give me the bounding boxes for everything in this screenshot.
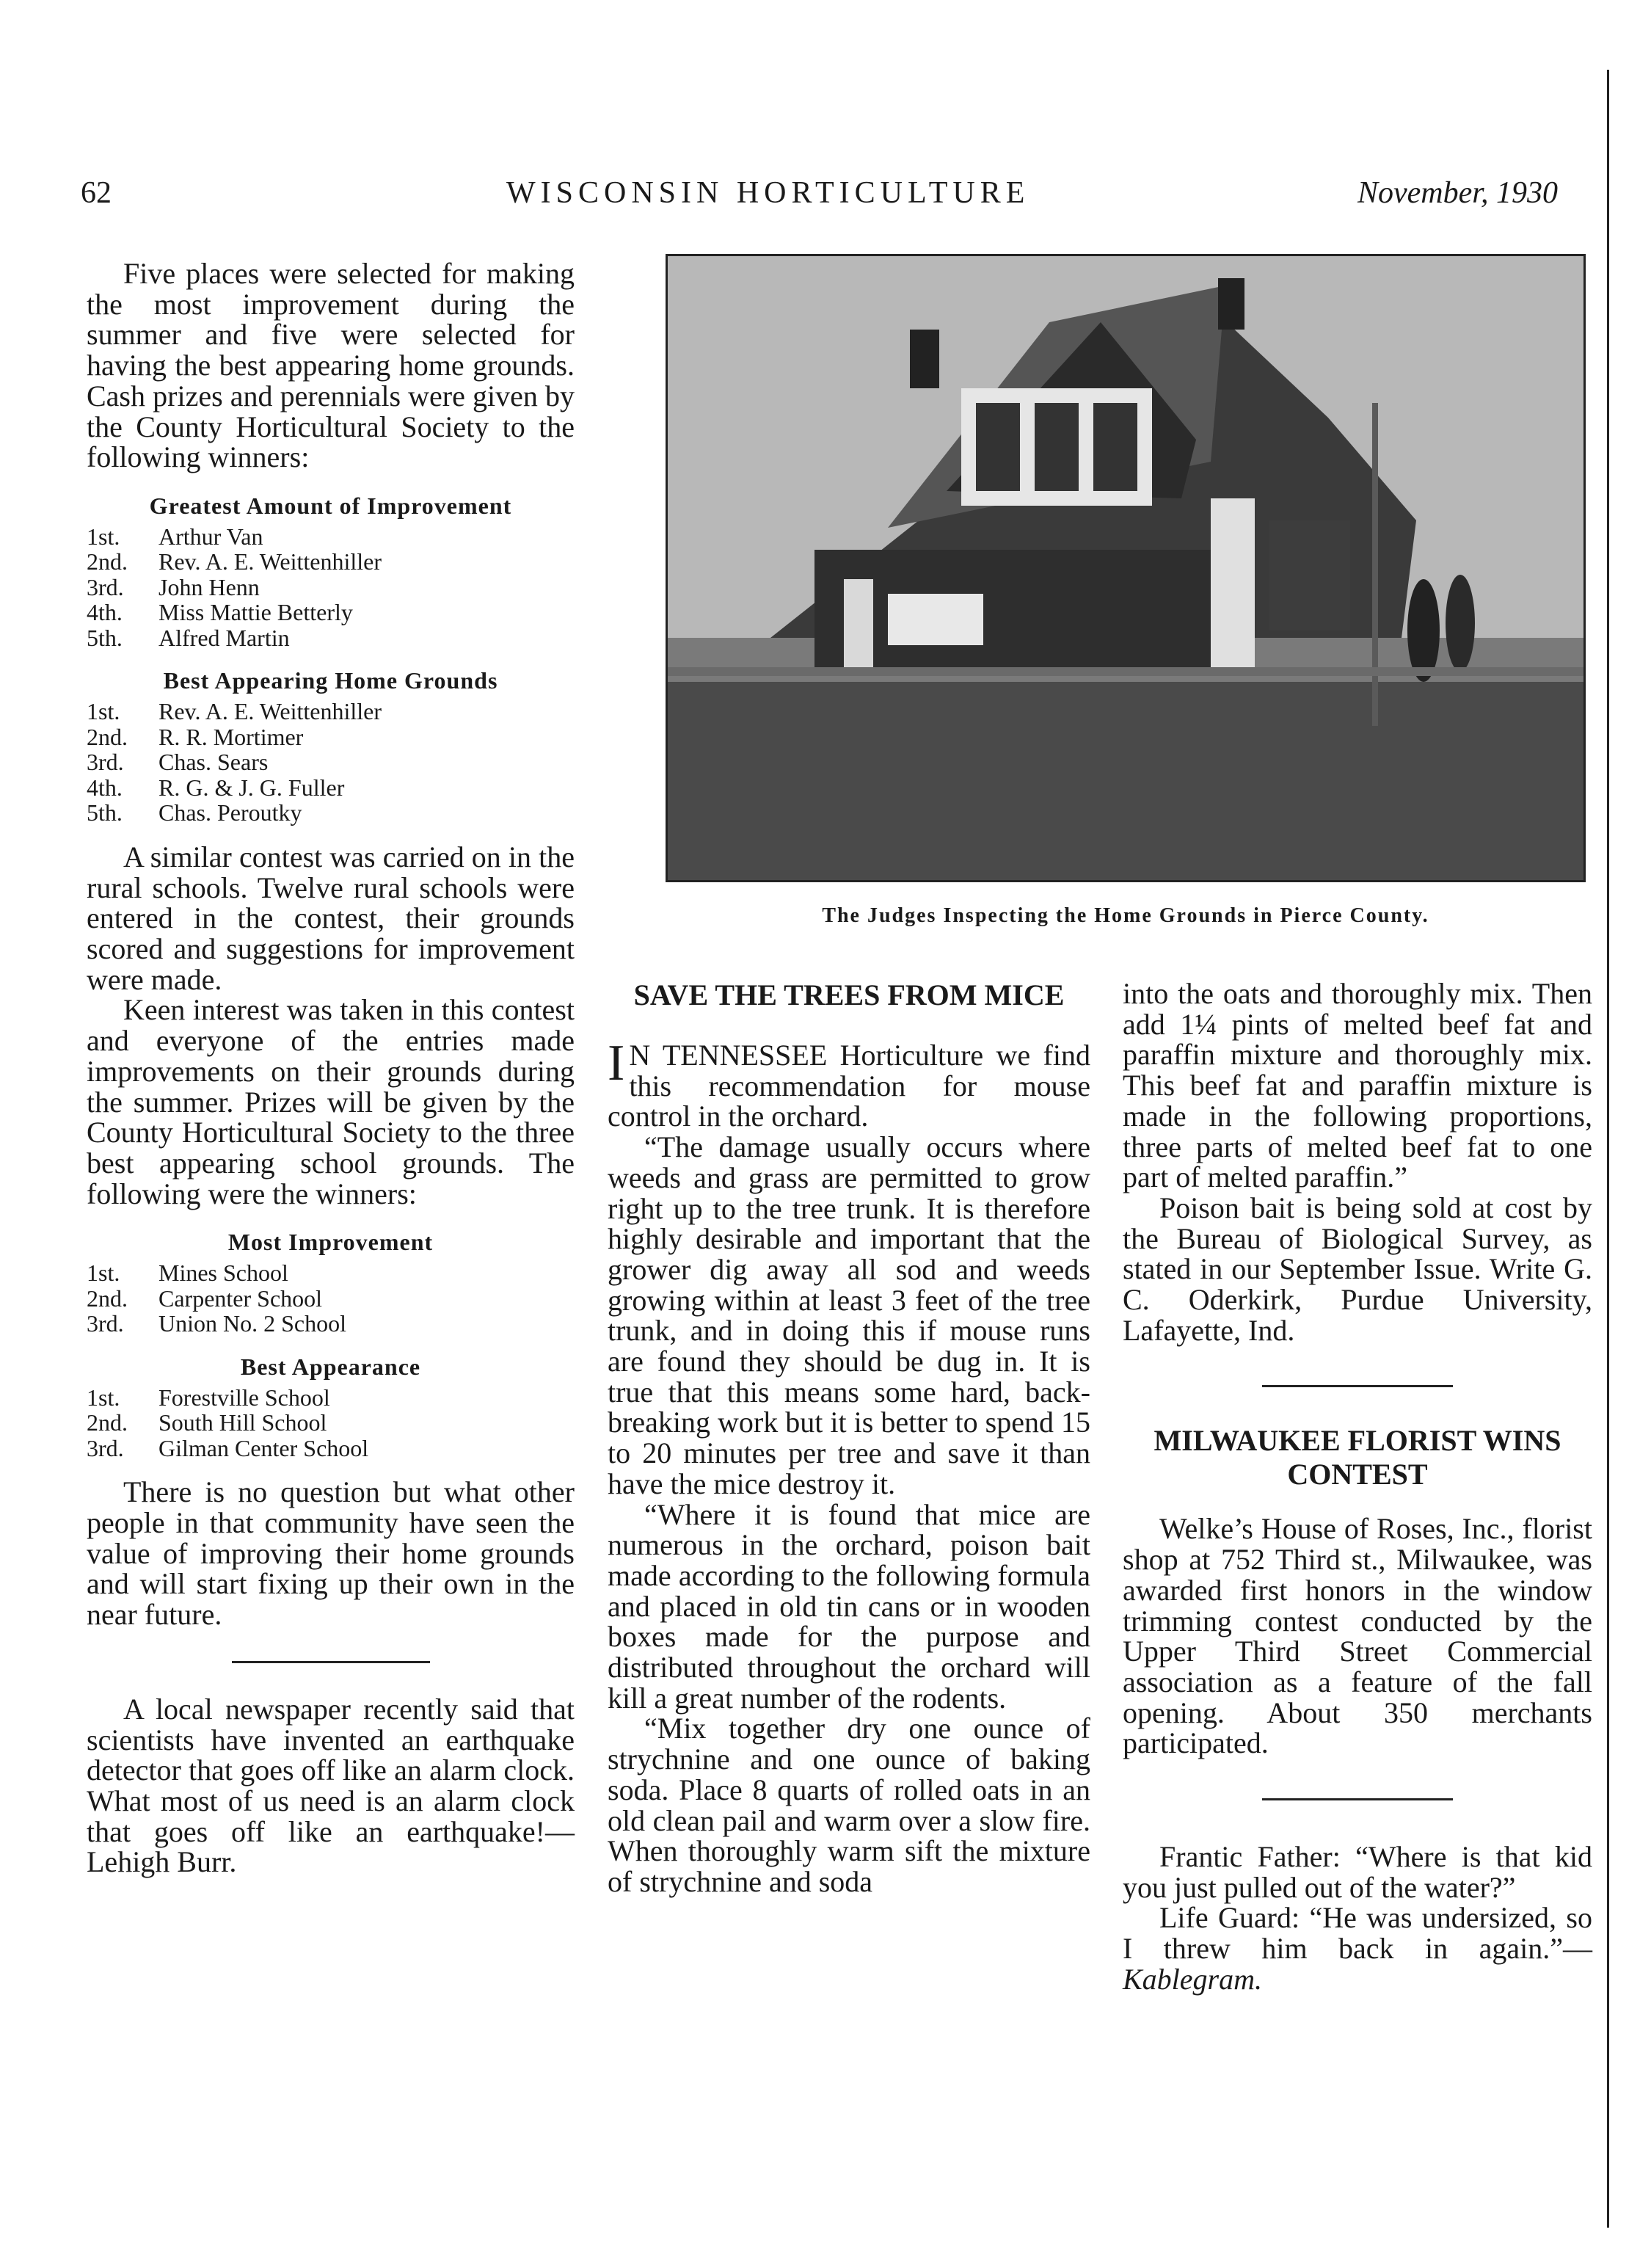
- section-divider: [1262, 1798, 1453, 1800]
- list-item: 5th. Chas. Peroutky: [87, 799, 302, 826]
- column-1: [87, 258, 575, 1878]
- trees-lede: [608, 1035, 1090, 1133]
- improvement-heading: Greatest Amount of Improvement: [149, 492, 512, 519]
- joke-line-2: Life Guard: “He was undersized, so I threw him back in again.”—Kablegram.: [1123, 1901, 1592, 1996]
- list-item: 3rd. Gilman Center School: [87, 1434, 369, 1461]
- list-item: 2nd. Rev. A. E. Weittenhiller: [87, 548, 382, 575]
- list-item: 1st. Forestville School: [87, 1384, 330, 1411]
- florist-article-title: MILWAUKEE FLORIST WINS CONTEST: [1153, 1424, 1561, 1491]
- issue-date: November, 1930: [1357, 176, 1558, 210]
- intro-paragraph: Five places were selected for making the most improvement during the summer and five were selected for having the best appearing home grounds. Cash prizes and perennials were given by the County Horticultural Society to the following winners:: [87, 257, 575, 474]
- list-item: 1st. Rev. A. E. Weittenhiller: [87, 698, 382, 725]
- closing-paragraph: There is no question but what other people in that community have seen the value of improving their home grounds and will start fixing up their own in the near future.: [87, 1475, 575, 1632]
- house-photo-illustration: [668, 256, 1583, 880]
- list-item: 4th. R. G. & J. G. Fuller: [87, 774, 345, 801]
- house-photo: [666, 254, 1586, 882]
- trees-paragraph-2: “The damage usually occurs where weeds and grass are permitted to grow right up to the tree trunk. It is therefore highly desirable and important that the grower dig away all sod and weeds growing within at least 3 feet of the tree trunk, and in doing this if mouse runs are found they should be dug in. It is true that this means some hard, back-breaking work but it is better to spend 15 to 20 minutes per tree and save it than have the mice destroy it.: [608, 1130, 1090, 1500]
- trees-paragraph-5: Poison bait is being sold at cost by the Bureau of Biological Survey, as stated in our September Issue. Write G. C. Oderkirk, Purdue University, Lafayette, Ind.: [1123, 1191, 1592, 1347]
- trees-paragraph-4-continued: into the oats and thoroughly mix. Then add 1¼ pints of melted beef fat and paraffin mixture and thoroughly mix. This beef fat and paraffin mixture is made in the following proportions, three parts of melted beef fat to one part of melted paraffin.”: [1123, 977, 1592, 1194]
- school-appearance-list: [87, 1385, 575, 1461]
- rural-paragraph-1: A similar contest was carried on in the rural schools. Twelve rural schools were entered in the contest, their grounds scored and suggestions for improvement were made.: [87, 840, 575, 996]
- section-divider: [1262, 1385, 1453, 1387]
- column-3: [1123, 978, 1592, 1995]
- column-2: [608, 978, 1090, 1897]
- list-item: 1st. Mines School: [87, 1260, 288, 1287]
- trees-paragraph-1: N TENNESSEE Horticulture we find this recommendation for mouse control in the orchard.: [608, 1039, 1090, 1133]
- joke-line-1: Frantic Father: “Where is that kid you just pulled out of the water?”: [1123, 1840, 1592, 1904]
- joke-source: Kablegram.: [1123, 1962, 1262, 1996]
- list-item: 2nd. South Hill School: [87, 1409, 327, 1436]
- page-number: 62: [81, 176, 112, 210]
- school-appearance-heading: Best Appearance: [240, 1353, 421, 1380]
- list-item: 1st. Arthur Van: [87, 523, 263, 550]
- page-edge-rule: [1607, 70, 1609, 2228]
- list-item: 5th. Alfred Martin: [87, 624, 290, 651]
- school-improvement-heading: Most Improvement: [227, 1229, 434, 1256]
- trees-paragraph-4: “Mix together dry one ounce of strychnine and one ounce of baking soda. Place 8 quarts of rolled oats in an old clean pail and warm over a slow fire. When thoroughly warm sift the mixture of strychnine and soda: [608, 1712, 1090, 1898]
- list-item: 2nd. R. R. Mortimer: [87, 723, 304, 750]
- list-item: 2nd. Carpenter School: [87, 1284, 323, 1312]
- journal-title: WISCONSIN HORTICULTURE: [506, 176, 1030, 210]
- drop-cap: I: [608, 1035, 625, 1091]
- list-item: 4th. Miss Mattie Betterly: [87, 599, 353, 626]
- grounds-list: [87, 699, 575, 826]
- trees-article-title: SAVE THE TREES FROM MICE: [633, 978, 1065, 1011]
- trees-paragraph-3: “Where it is found that mice are numerous in the orchard, poison bait made according to the following formula and placed in old tin cans or in wooden boxes made for the purpose and distributed throughout the orchard will kill a great number of the rodents.: [608, 1497, 1090, 1715]
- grounds-heading: Best Appearing Home Grounds: [163, 667, 498, 694]
- photo-caption: The Judges Inspecting the Home Grounds in Pierce County.: [822, 904, 1429, 927]
- improvement-list: [87, 524, 575, 651]
- section-divider: [232, 1661, 430, 1663]
- list-item: 3rd. John Henn: [87, 573, 260, 600]
- filler-paragraph: A local newspaper recently said that scientists have invented an earthquake detector that goes off like an alarm clock. What most of us need is an alarm clock that goes off like an earthquake!—Lehigh Burr.: [87, 1692, 575, 1879]
- school-improvement-list: [87, 1260, 575, 1337]
- florist-paragraph: Welke’s House of Roses, Inc., florist shop at 752 Third st., Milwaukee, was awarded first honors in the window trimming contest conducted by the Upper Third Street Commercial association as a feature of the fall opening. About 350 merchants participated.: [1123, 1512, 1592, 1760]
- list-item: 3rd. Chas. Sears: [87, 749, 269, 776]
- rural-paragraph-2: Keen interest was taken in this contest and everyone of the entries made improvements on their grounds during the summer. Prizes will be given by the County Horticultural Society to the three best appearing school grounds. The following were the winners:: [87, 993, 575, 1210]
- list-item: 3rd. Union No. 2 School: [87, 1310, 346, 1337]
